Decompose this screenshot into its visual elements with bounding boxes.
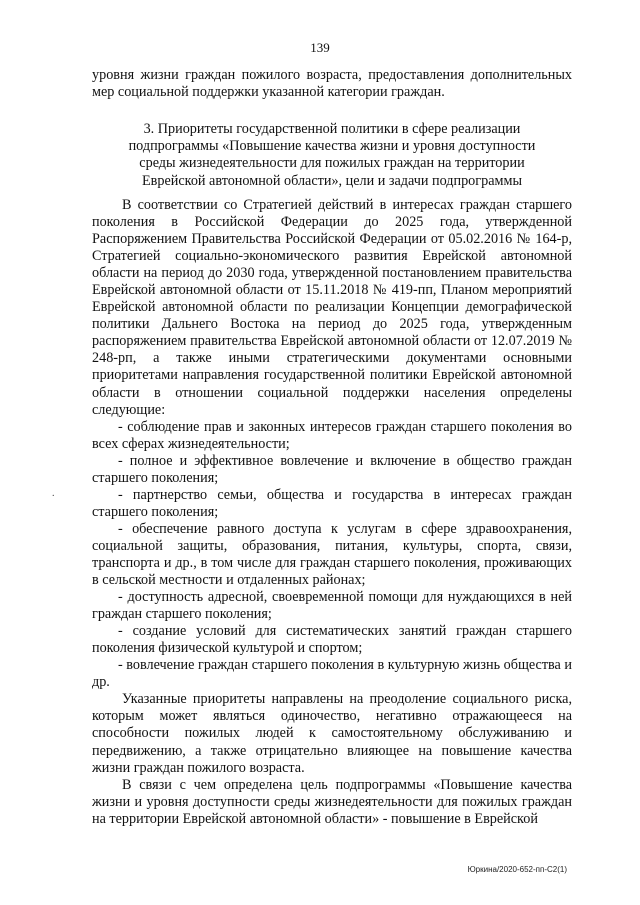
heading-line: Еврейской автономной области», цели и задачи подпрограммы <box>142 172 522 189</box>
page-number: 139 <box>310 40 330 55</box>
heading-line: 3. Приоритеты государственной политики в сфере реализации <box>143 121 521 137</box>
section-heading <box>92 121 572 190</box>
list-item: - создание условий для систематических занятий граждан старшего поколения физической культурой и спортом; <box>92 623 572 657</box>
body-text <box>92 197 572 828</box>
list-item: - партнерство семьи, общества и государства в интересах граждан старшего поколения; <box>92 486 572 520</box>
heading-line: подпрограммы «Повышение качества жизни и уровня доступности <box>128 138 536 155</box>
body-paragraph: В связи с чем определена цель подпрограммы «Повышение качества жизни и уровня доступности среды жизнедеятельности для пожилых граждан на территории Еврейской автономной области» - повышение в Еврейской <box>92 776 572 827</box>
list-item: - доступность адресной, своевременной помощи для нуждающихся в ней граждан старшего поколения; <box>92 589 572 623</box>
document-code: Юркина/2020-652-пп-С2(1) <box>467 865 567 874</box>
list-item: - вовлечение граждан старшего поколения в культурную жизнь общества и др. <box>92 657 572 691</box>
list-item: - соблюдение прав и законных интересов граждан старшего поколения во всех сферах жизнедеятельности; <box>92 418 572 452</box>
list-item: - обеспечение равного доступа к услугам в сфере здравоохранения, социальной защиты, образования, питания, культуры, спорта, связи, транспорта и др., в том числе для граждан старшего поколения, проживающих в сельской местности и отдаленных районах; <box>92 520 572 589</box>
list-item: - полное и эффективное вовлечение и включение в общество граждан старшего поколения; <box>92 452 572 486</box>
intro-paragraph: уровня жизни граждан пожилого возраста, предоставления дополнительных мер социальной поддержки указанной категории граждан. <box>92 67 572 101</box>
heading-line: среды жизнедеятельности для пожилых граждан на территории <box>139 155 525 172</box>
body-paragraph: В соответствии со Стратегией действий в интересах граждан старшего поколения в Российской Федерации до 2025 года, утвержденной Распоряжением Правительства Российской Федерации от 05.02.2016 № 164-р, Стратегией социально-экономического развития Еврейской автономной области на период до 2030 года, утвержденной постановлением правительства Еврейской автономной области от 15.11.2018 № 419-пп, Планом мероприятий Еврейской автономной области по реализации Концепции демографической политики Дальнего Востока на период до 2025 года, утвержденным распоряжением правительства Еврейской автономной области от 12.07.2019 № 248-рп, а также иными стратегическими документами основными приоритетами направления государственной политики Еврейской автономной области в отношении социальной поддержки населения определены следующие: <box>92 197 572 418</box>
intro-block <box>92 67 572 101</box>
body-paragraph: Указанные приоритеты направлены на преодоление социального риска, которым может являться одиночество, негативно отражающееся на способности пожилых людей к самостоятельному обслуживанию и передвижению, а также отрицательно влияющее на повышение качества жизни граждан пожилого возраста. <box>92 691 572 776</box>
margin-mark: . <box>52 488 55 499</box>
